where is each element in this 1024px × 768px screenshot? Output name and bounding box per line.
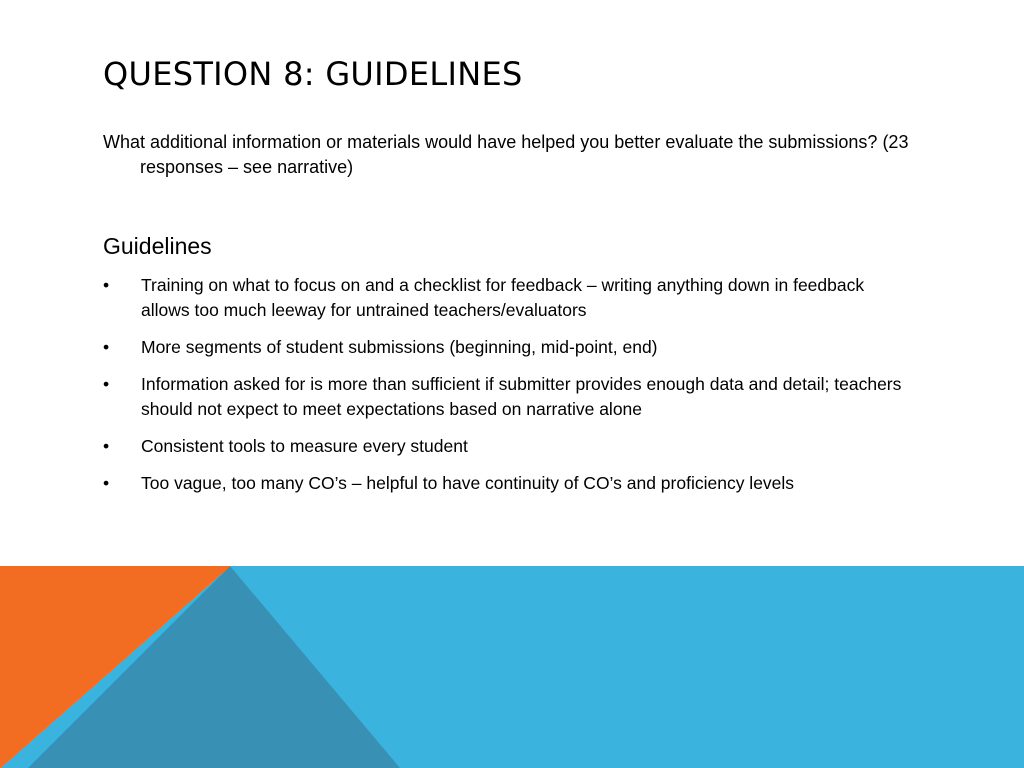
slide-title: QUESTION 8: GUIDELINES bbox=[103, 55, 523, 93]
list-item bbox=[103, 372, 913, 422]
bullet-list bbox=[103, 273, 913, 508]
bullet-text: Consistent tools to measure every student bbox=[141, 436, 468, 456]
list-item bbox=[103, 335, 913, 360]
bullet-text: Information asked for is more than sufficient if submitter provides enough data and detail; teachers should not expect to meet expectations based on narrative alone bbox=[141, 374, 902, 419]
blue-band bbox=[0, 566, 1024, 768]
section-heading: Guidelines bbox=[103, 233, 212, 259]
bullet-icon: • bbox=[103, 436, 110, 456]
list-item bbox=[103, 434, 913, 459]
bullet-text: Training on what to focus on and a checklist for feedback – writing anything down in feedback allows too much leeway for untrained teachers/evaluators bbox=[141, 275, 865, 320]
list-item bbox=[103, 273, 913, 323]
bullet-text: Too vague, too many CO’s – helpful to have continuity of CO’s and proficiency levels bbox=[141, 473, 795, 493]
overlap-triangle bbox=[28, 566, 400, 768]
bullet-icon: • bbox=[103, 374, 110, 394]
bullet-icon: • bbox=[103, 337, 110, 357]
question-text: What additional information or materials would have helped you better evaluate the submissions? (23 responses – see narrative) bbox=[103, 132, 909, 177]
bullet-icon: • bbox=[103, 275, 110, 295]
bullet-icon: • bbox=[103, 473, 110, 493]
bullet-text: More segments of student submissions (beginning, mid-point, end) bbox=[141, 337, 658, 357]
list-item bbox=[103, 471, 913, 496]
orange-triangle bbox=[0, 566, 230, 768]
